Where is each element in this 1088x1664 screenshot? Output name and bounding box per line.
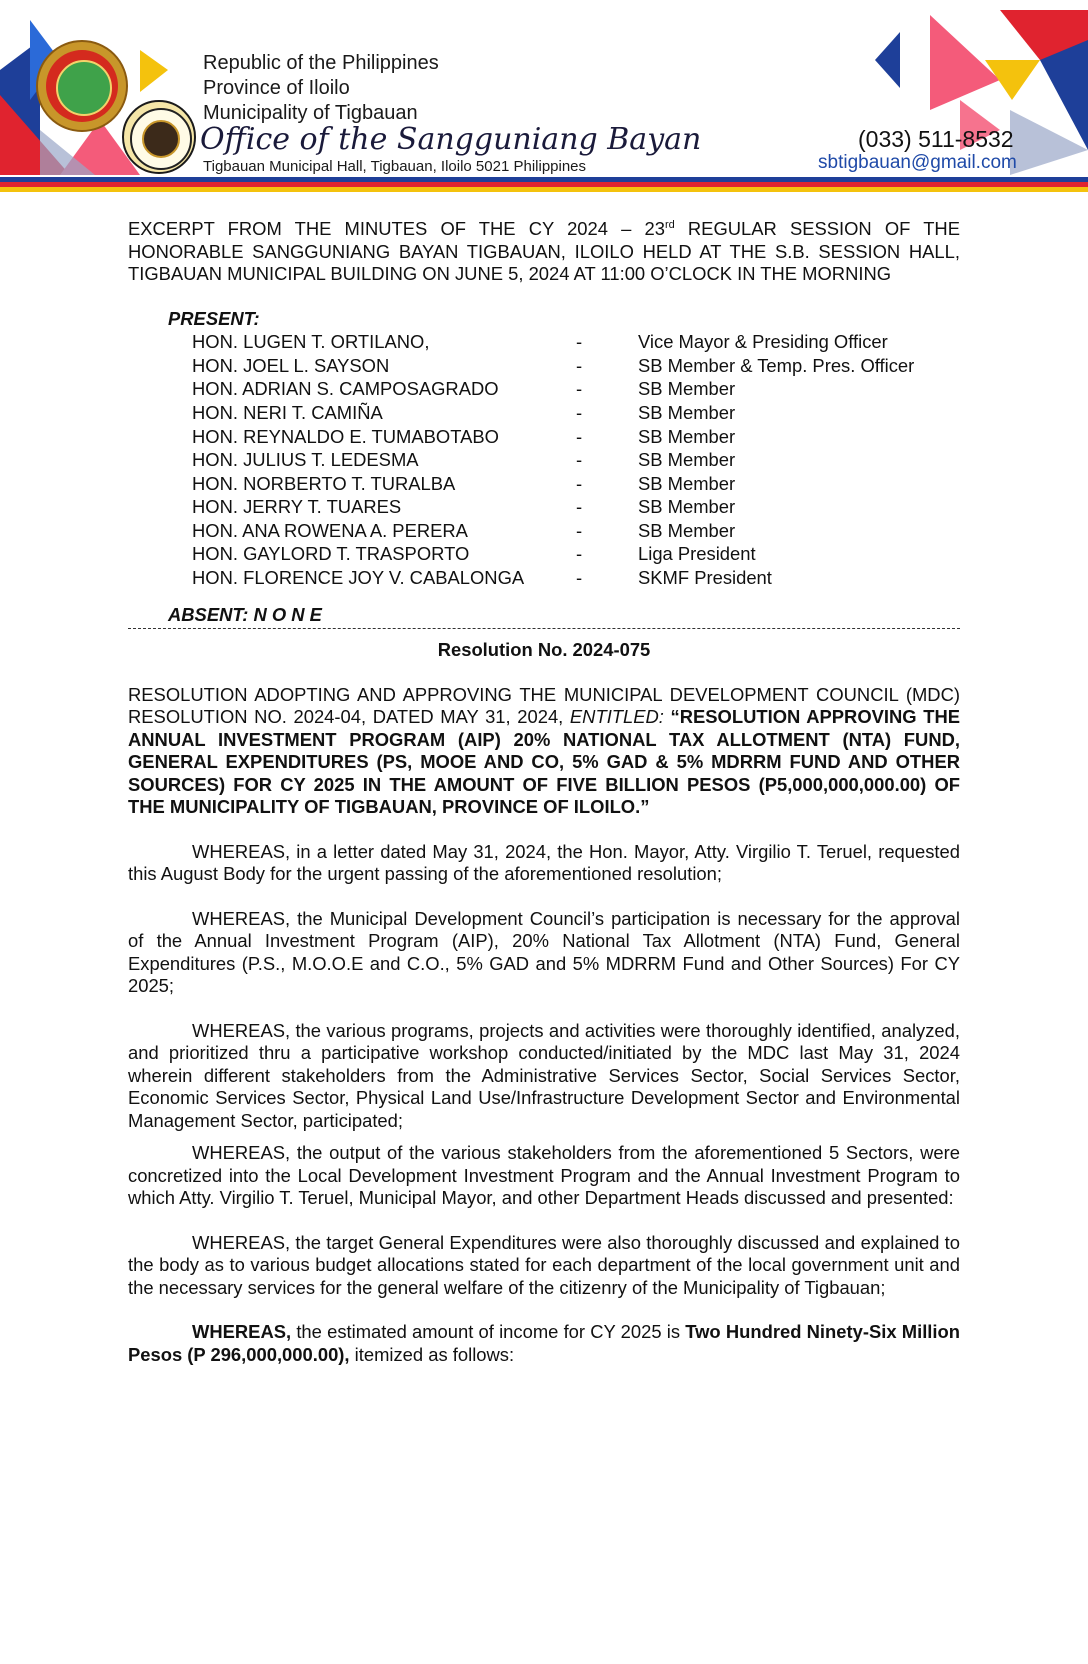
whereas-paragraph-2: WHEREAS, the Municipal Development Council’s participation is necessary for the approval of the Annual Investment Program (AIP), 20% National Tax Allotment (NTA) Fund, General Expenditures (P.S., M.O.O.E and C.O., 5% GAD and 5% MDRRM Fund and Other Sources) For CY 2025; <box>128 907 960 997</box>
member-name: HON. NERI T. CAMIÑA <box>192 401 383 423</box>
stripe-yellow <box>0 187 1088 192</box>
member-separator: - <box>576 354 583 376</box>
attendance-row <box>192 401 914 425</box>
attendance-row <box>192 519 914 543</box>
member-separator: - <box>576 567 583 589</box>
member-name: HON. JOEL L. SAYSON <box>192 354 390 376</box>
member-separator: - <box>576 378 583 400</box>
attendance-table <box>192 330 914 590</box>
attendance-row <box>192 472 914 496</box>
member-role: SB Member <box>638 519 736 541</box>
present-label: PRESENT: <box>168 307 260 329</box>
dashed-divider <box>128 628 960 629</box>
member-name: HON. JULIUS T. LEDESMA <box>192 449 419 471</box>
office-address: Tigbauan Municipal Hall, Tigbauan, Iloilo 5021 Philippines <box>203 158 587 175</box>
ordinal-suffix: rd <box>664 219 675 231</box>
attendance-row <box>192 566 914 590</box>
member-role: SB Member <box>638 449 736 471</box>
attendance-row <box>192 377 914 401</box>
attendance-row <box>192 448 914 472</box>
member-name: HON. ADRIAN S. CAMPOSAGRADO <box>192 378 499 400</box>
whereas-paragraph-1: WHEREAS, in a letter dated May 31, 2024, the Hon. Mayor, Atty. Virgilio T. Teruel, requested this August Body for the urgent passing of the aforementioned resolution; <box>128 840 960 885</box>
attendance-row <box>192 330 914 354</box>
office-title: Office of the Sangguniang Bayan <box>200 122 702 157</box>
header-line-republic: Republic of the Philippines <box>203 52 439 74</box>
whereas-paragraph-5: WHEREAS, the target General Expenditures were also thoroughly discussed and explained to the body as to various budget allocations stated for each department of the local government unit and the necessary services for the general welfare of the citizenry of the Municipality of Tigbauan; <box>128 1231 960 1298</box>
whereas-paragraph-4: WHEREAS, the output of the various stakeholders from the aforementioned 5 Sectors, were concretized into the Local Development Investment Program and the Annual Investment Program to which Atty. Virgilio T. Teruel, Municipal Mayor, and other Department Heads discussed and presented: <box>128 1142 960 1209</box>
member-name: HON. LUGEN T. ORTILANO, <box>192 331 430 353</box>
whereas-paragraph-3: WHEREAS, the various programs, projects and activities were thoroughly identified, analyzed, and prioritized thru a participative workshop conducted/initiated by the MDC last May 31, 2024 wherein different stakeholders from the Administrative Services Sector, Social Services Sector, Economic Services Sector, Physical Land Use/Infrastructure Development Sector and Environmental Management Sector, participated; <box>128 1019 960 1131</box>
member-name: HON. REYNALDO E. TUMABOTABO <box>192 425 499 447</box>
member-separator: - <box>576 425 583 447</box>
member-role: SB Member <box>638 425 736 447</box>
member-separator: - <box>576 331 583 353</box>
member-name: HON. FLORENCE JOY V. CABALONGA <box>192 567 525 589</box>
attendance-row <box>192 354 914 378</box>
header-line-province: Province of Iloilo <box>203 77 350 99</box>
member-role: Liga President <box>638 543 756 565</box>
email-address: sbtigbauan@gmail.com <box>818 152 1017 173</box>
letterhead <box>0 0 1088 200</box>
member-role: Vice Mayor & Presiding Officer <box>638 331 888 353</box>
document-body <box>128 214 960 1366</box>
member-role: SB Member <box>638 401 736 423</box>
resolution-title: RESOLUTION ADOPTING AND APPROVING THE MUNICIPAL DEVELOPMENT COUNCIL (MDC) RESOLUTION NO. 2024-04, DATED MAY 31, 2024, ENTITLED: “RESOLUTION APPROVING THE ANNUAL INVESTMENT PROGRAM (AIP) 20% NATIONAL TAX ALLOTMENT (NTA) FUND, GENERAL EXPENDITURES (PS, MOOE AND CO, 5% GAD & 5% MDRRM FUND AND OTHER SOURCES) FOR CY 2025 IN THE AMOUNT OF FIVE BILLION PESOS (P5,000,000,000.00) OF THE MUNICIPALITY OF TIGBAUAN, PROVINCE OF ILOILO.” <box>128 683 961 818</box>
member-name: HON. GAYLORD T. TRASPORTO <box>192 543 470 565</box>
resolution-number: Resolution No. 2024-075 <box>437 639 651 661</box>
member-separator: - <box>576 449 583 471</box>
member-name: HON. ANA ROWENA A. PERERA <box>192 519 468 541</box>
minutes-excerpt: EXCERPT FROM THE MINUTES OF THE CY 2024 – 23rd REGULAR SESSION OF THE HONORABLE SANGGUNIANG BAYAN TIGBAUAN, ILOILO HELD AT THE S.B. SESSION HALL, TIGBAUAN MUNICIPAL BUILDING ON JUNE 5, 2024 AT 11:00 O’CLOCK IN THE MORNING <box>128 218 960 285</box>
phone-number: (033) 511-8532 <box>858 126 1014 152</box>
member-role: SKMF President <box>638 567 772 589</box>
member-separator: - <box>576 519 583 541</box>
header-line-municipality: Municipality of Tigbauan <box>203 102 418 124</box>
member-role: SB Member <box>638 378 736 400</box>
absent-label: ABSENT: N O N E <box>168 603 322 625</box>
member-role: SB Member <box>638 472 736 494</box>
sangguniang-bayan-seal-icon <box>122 100 196 174</box>
attendance-row <box>192 425 914 449</box>
member-separator: - <box>576 472 583 494</box>
member-role: SB Member & Temp. Pres. Officer <box>638 354 915 376</box>
member-separator: - <box>576 496 583 518</box>
member-separator: - <box>576 543 583 565</box>
right-blue-triangle <box>875 32 900 88</box>
member-name: HON. JERRY T. TUARES <box>192 496 402 518</box>
member-role: SB Member <box>638 496 736 518</box>
member-name: HON. NORBERTO T. TURALBA <box>192 472 456 494</box>
attendance-row <box>192 495 914 519</box>
member-separator: - <box>576 401 583 423</box>
attendance-row <box>192 542 914 566</box>
whereas-paragraph-income: WHEREAS, the estimated amount of income for CY 2025 is Two Hundred Ninety-Six Million Pesos (P 296,000,000.00), itemized as follows: <box>128 1321 960 1365</box>
municipality-seal-icon <box>36 40 128 132</box>
left-yellow-triangle <box>140 50 168 92</box>
